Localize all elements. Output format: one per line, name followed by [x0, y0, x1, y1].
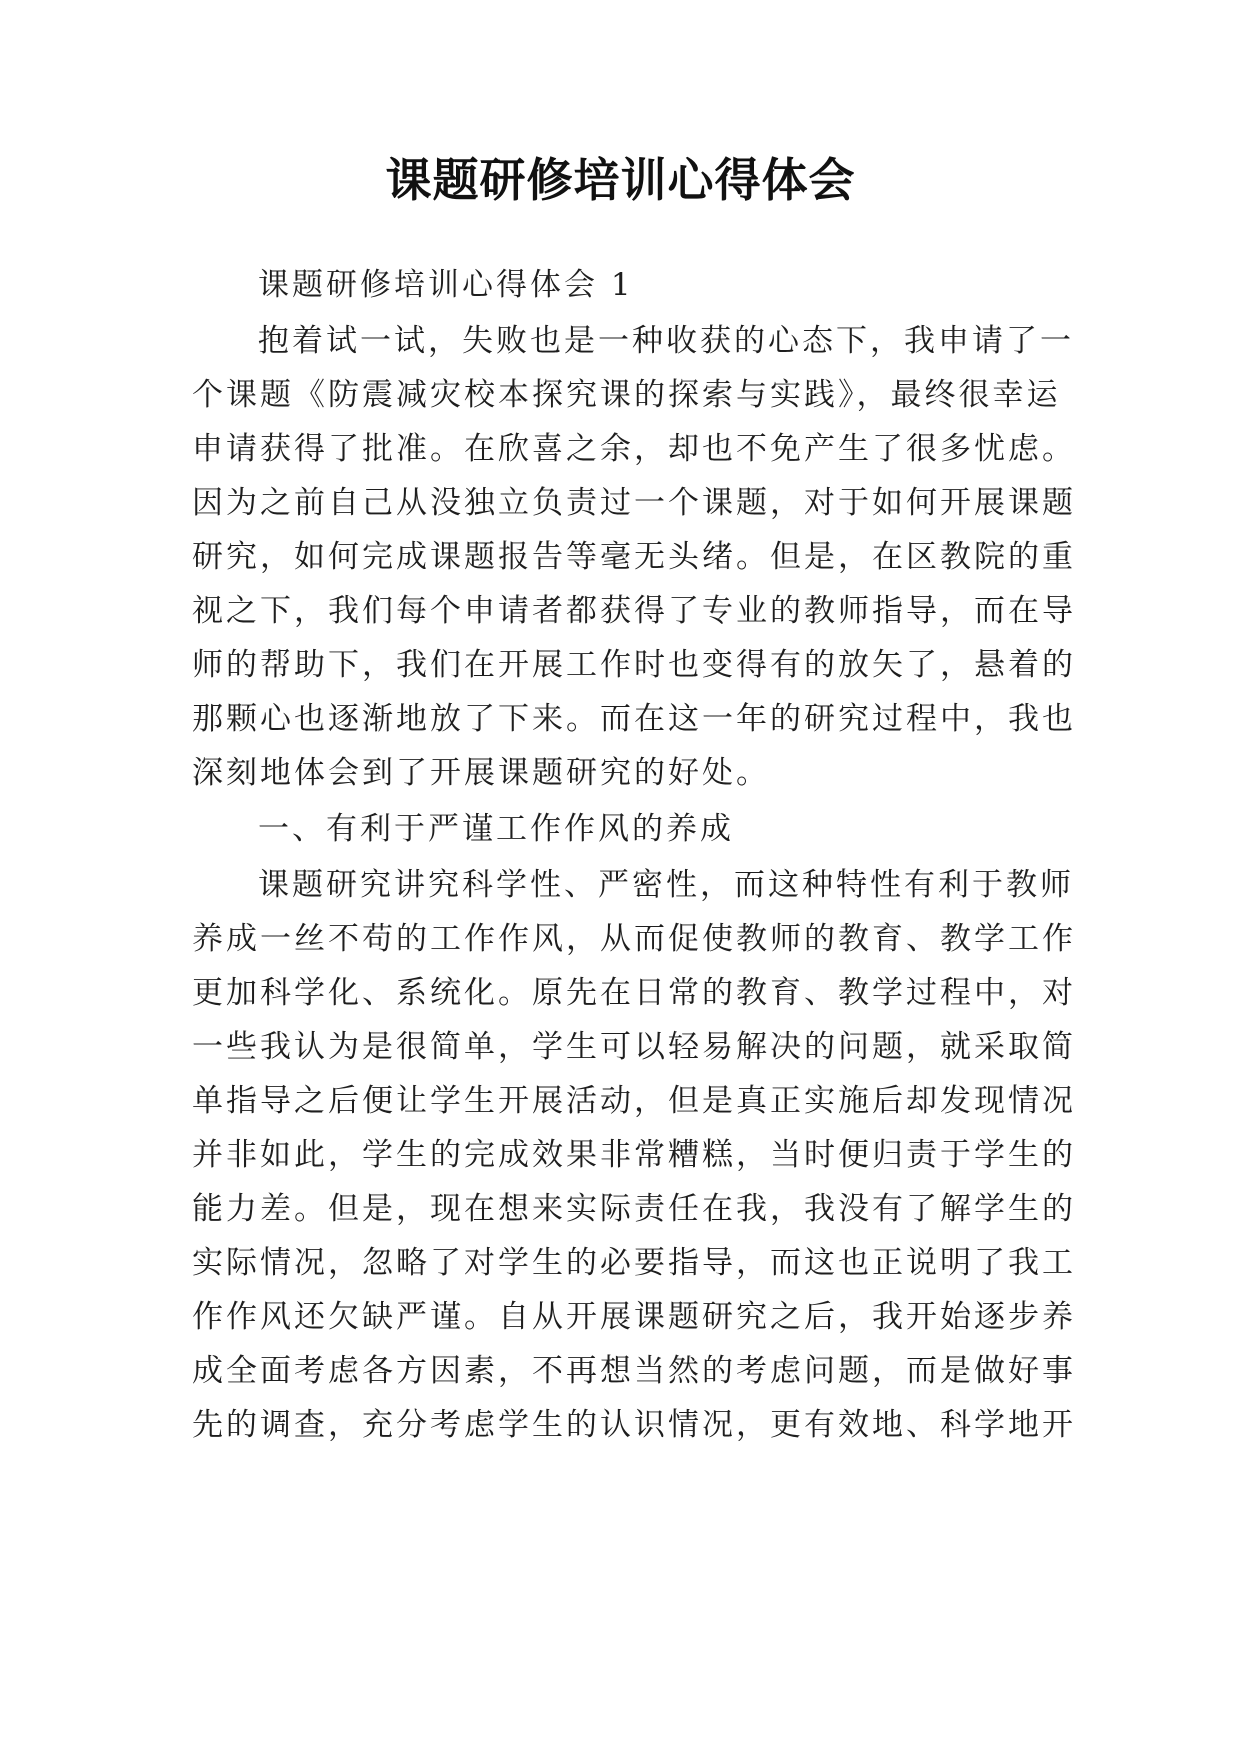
paragraph-2-line-11: 先的调查，充分考虑学生的认识情况，更有效地、科学地开 [192, 1407, 1076, 1443]
paragraph-2-line-4: 一些我认为是很简单，学生可以轻易解决的问题，就采取简 [192, 1029, 1076, 1065]
paragraph-2-line-10: 成全面考虑各方因素，不再想当然的考虑问题，而是做好事 [192, 1353, 1076, 1389]
paragraph-2-line-5: 单指导之后便让学生开展活动，但是真正实施后却发现情况 [192, 1083, 1076, 1119]
paragraph-2-line-7: 能力差。但是，现在想来实际责任在我，我没有了解学生的 [192, 1191, 1076, 1227]
article-subtitle: 课题研修培训心得体会 1 [258, 267, 634, 303]
paragraph-1-line-3: 申请获得了批准。在欣喜之余，却也不免产生了很多忧虑。 [192, 431, 1076, 467]
paragraph-2-line-2: 养成一丝不苟的工作作风，从而促使教师的教育、教学工作 [192, 921, 1076, 957]
paragraph-1-line-9: 深刻地体会到了开展课题研究的好处。 [192, 755, 770, 791]
document-title: 课题研修培训心得体会 [385, 153, 856, 207]
paragraph-1-line-7: 师的帮助下，我们在开展工作时也变得有的放矢了，悬着的 [192, 647, 1076, 683]
paragraph-2-line-1: 课题研究讲究科学性、严密性，而这种特性有利于教师 [258, 867, 1074, 903]
paragraph-1-line-6: 视之下，我们每个申请者都获得了专业的教师指导，而在导 [192, 593, 1076, 629]
section-heading-1: 一、有利于严谨工作作风的养成 [258, 811, 734, 847]
paragraph-1-line-4: 因为之前自己从没独立负责过一个课题，对于如何开展课题 [192, 485, 1076, 521]
paragraph-2-line-6: 并非如此，学生的完成效果非常糟糕，当时便归责于学生的 [192, 1137, 1076, 1173]
paragraph-2-line-9: 作作风还欠缺严谨。自从开展课题研究之后，我开始逐步养 [192, 1299, 1076, 1335]
paragraph-1-line-5: 研究，如何完成课题报告等毫无头绪。但是，在区教院的重 [192, 539, 1076, 575]
paragraph-2-line-3: 更加科学化、系统化。原先在日常的教育、教学过程中，对 [192, 975, 1076, 1011]
paragraph-2-line-8: 实际情况，忽略了对学生的必要指导，而这也正说明了我工 [192, 1245, 1076, 1281]
paragraph-1-line-2: 个课题《防震减灾校本探究课的探索与实践》，最终很幸运 [192, 377, 1061, 413]
paragraph-1-line-1: 抱着试一试，失败也是一种收获的心态下，我申请了一 [258, 323, 1074, 359]
paragraph-1-line-8: 那颗心也逐渐地放了下来。而在这一年的研究过程中，我也 [192, 701, 1076, 737]
